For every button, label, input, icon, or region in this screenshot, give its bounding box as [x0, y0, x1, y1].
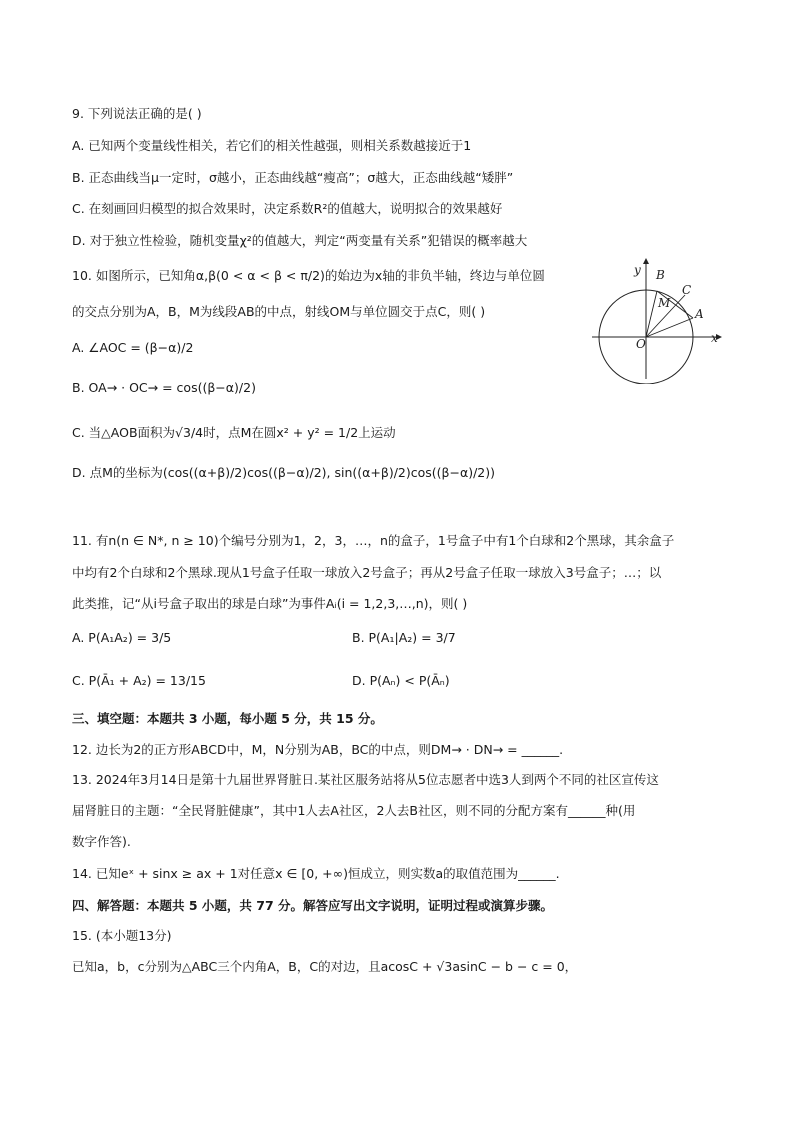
label-c: C: [682, 283, 692, 297]
q10-option-b: B. OA→ · OC→ = cos((β−α)/2): [72, 380, 256, 395]
q15-heading: 15. (本小题13分): [72, 928, 172, 943]
ray-ob: [646, 291, 657, 337]
q10-option-a: A. ∠AOC = (β−α)/2: [72, 340, 194, 355]
q14-text: 14. 已知eˣ + sinx ≥ ax + 1对任意x ∈ [0, +∞)恒成立，则实数a的取值范围为______.: [72, 866, 560, 881]
section-3-heading: 三、填空题：本题共 3 小题，每小题 5 分，共 15 分。: [72, 711, 383, 726]
q12-text: 12. 边长为2的正方形ABCD中，M，N分别为AB，BC的中点，则DM→ · DN→ = ______.: [72, 742, 564, 757]
q9-stem: 9. 下列说法正确的是( ): [72, 106, 202, 121]
q9-option-a: A. 已知两个变量线性相关，若它们的相关性越强，则相关系数越接近于1: [72, 138, 472, 153]
q13-line3: 数字作答).: [72, 834, 131, 849]
q9-option-b: B. 正态曲线当μ一定时，σ越小，正态曲线越“瘦高”；σ越大，正态曲线越“矮胖”: [72, 170, 514, 185]
q10-option-d: D. 点M的坐标为(cos((α+β)/2)cos((β−α)/2), sin((α+β)/2)cos((β−α)/2)): [72, 465, 496, 480]
q9-option-d: D. 对于独立性检验，随机变量χ²的值越大，判定“两变量有关系”犯错误的概率越大: [72, 233, 528, 248]
label-b: B: [656, 268, 665, 282]
q10-option-c: C. 当△AOB面积为√3/4时，点M在圆x² + y² = 1/2上运动: [72, 425, 396, 440]
label-m: M: [658, 296, 671, 310]
q11-option-b: B. P(A₁|A₂) = 3/7: [352, 630, 456, 645]
q11-stem-line2: 中均有2个白球和2个黑球.现从1号盒子任取一球放入2号盒子；再从2号盒子任取一球放入3号盒子；…；以: [72, 565, 662, 580]
q9-option-c: C. 在刻画回归模型的拟合效果时，决定系数R²的值越大，说明拟合的效果越好: [72, 201, 503, 216]
q11-stem-line1: 11. 有n(n ∈ N*, n ≥ 10)个编号分别为1，2，3，…，n的盒子，1号盒子中有1个白球和2个黑球，其余盒子: [72, 533, 675, 548]
q10-stem-line1: 10. 如图所示，已知角α,β(0 < α < β < π/2)的始边为x轴的非负半轴，终边与单位圆: [72, 268, 545, 283]
label-y: y: [634, 263, 641, 277]
q11-option-a: A. P(A₁A₂) = 3/5: [72, 630, 172, 645]
unit-circle-figure: [588, 258, 728, 384]
q10-stem-line2: 的交点分别为A，B，M为线段AB的中点，射线OM与单位圆交于点C，则( ): [72, 304, 486, 319]
ray-oa: [646, 318, 693, 337]
section-4-heading: 四、解答题：本题共 5 小题，共 77 分。解答应写出文字说明，证明过程或演算步骤。: [72, 898, 554, 913]
q11-stem-line3: 此类推，记“从i号盒子取出的球是白球”为事件Aᵢ(i = 1,2,3,…,n)，则( ): [72, 596, 468, 611]
q13-line2: 届肾脏日的主题：“全民肾脏健康”，其中1人去A社区，2人去B社区，则不同的分配方案有______种(用: [72, 803, 636, 818]
q11-option-c: C. P(Ā₁ + A₂) = 13/15: [72, 673, 206, 688]
label-a: A: [695, 307, 704, 321]
q11-option-d: D. P(Aₙ) < P(Āₙ): [352, 673, 450, 688]
q13-line1: 13. 2024年3月14日是第十九届世界肾脏日.某社区服务站将从5位志愿者中选3人到两个不同的社区宣传这: [72, 772, 659, 787]
y-axis-arrow: [643, 258, 649, 264]
q15-line1: 已知a，b，c分别为△ABC三个内角A，B，C的对边，且acosC + √3asinC − b − c = 0，: [72, 959, 578, 974]
label-o: O: [636, 337, 646, 351]
label-x: x: [711, 331, 718, 345]
